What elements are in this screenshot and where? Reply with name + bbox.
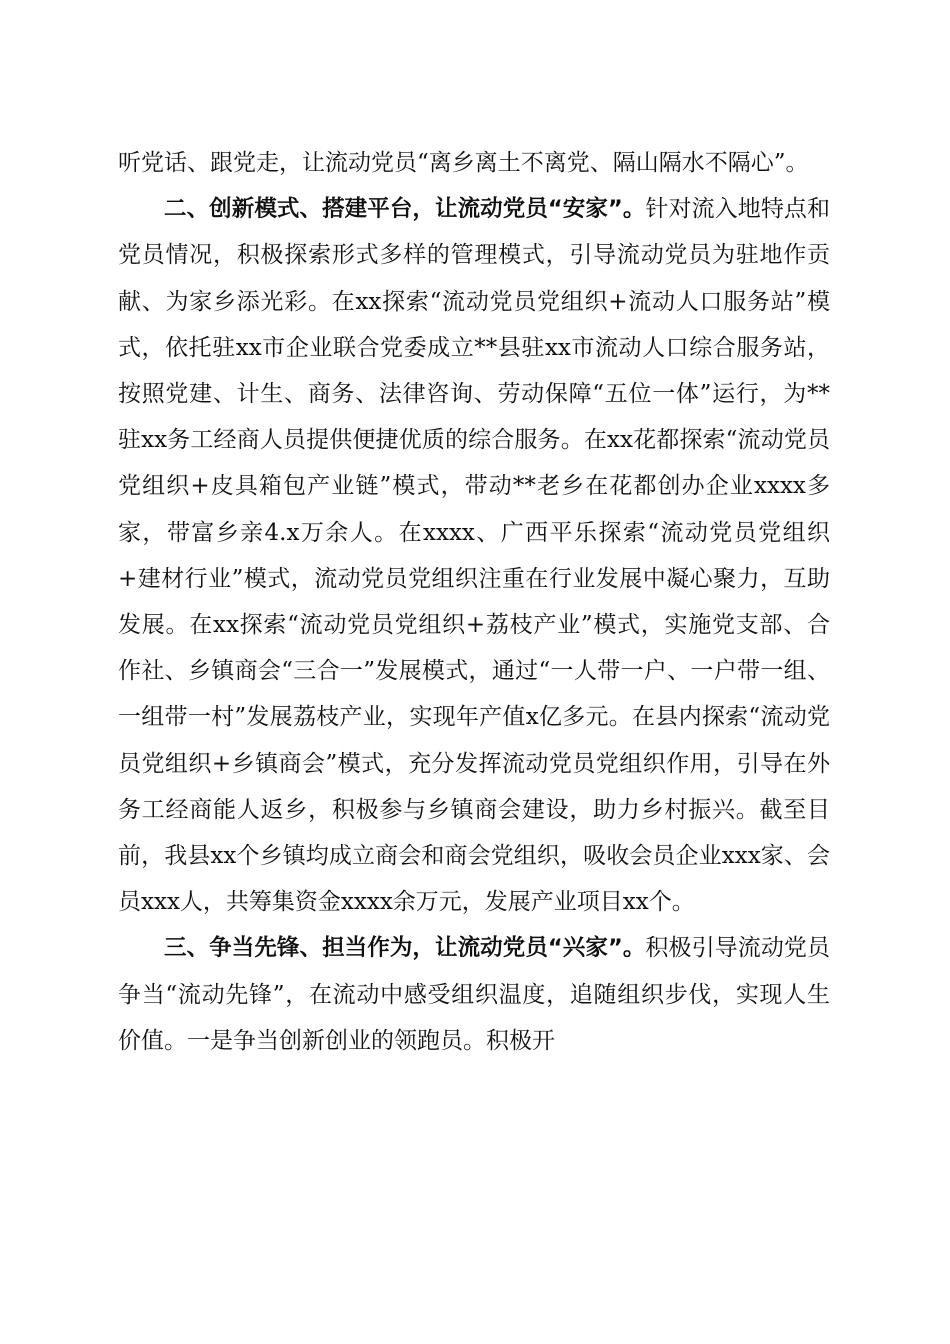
section-heading: 三、争当先锋、担当作为，让流动党员“兴家”。 — [164, 935, 646, 962]
paragraph-body: 针对流入地特点和党员情况，积极探索形式多样的管理模式，引导流动党员为驻地作贡献、为家乡添光彩。在xx探索“流动党员党组织+流动人口服务站”模式，依托驻xx市企业联合党委成立**县驻xx市流动人口综合服务站，按照党建、计生、商务、法律咨询、劳动保障“五位一体”运行，为**驻xx务工经商人员提供便捷优质的综合服务。在xx花都探索“流动党员党组织+皮具箱包产业链”模式，带动**老乡在花都创办企业xxxx多家，带富乡亲4.x万余人。在xxxx、广西平乐探索“流动党员党组织+建材行业”模式，流动党员党组织注重在行业发展中凝心聚力，互助发展。在xx探索“流动党员党组织+荔枝产业”模式，实施党支部、合作社、乡镇商会“三合一”发展模式，通过“一人带一户、一户带一组、一组带一村”发展荔枝产业，实现年产值x亿多元。在县内探索“流动党员党组织+乡镇商会”模式，充分发挥流动党员党组织作用，引导在外务工经商能人返乡，积极参与乡镇商会建设，助力乡村振兴。截至目前，我县xx个乡镇均成立商会和商会党组织，吸收会员企业xxx家、会员xxx人，共筹集资金xxxx余万元，发展产业项目xx个。 — [118, 196, 831, 916]
paragraph-body: 听党话、跟党走，让流动党员“离乡离土不离党、隔山隔水不隔心”。 — [118, 150, 809, 176]
paragraph-body: 积极引导流动党员争当“流动先锋”，在流动中感受组织温度，追随组织步伐，实现人生价值。一是争当创新创业的领跑员。积极开 — [118, 935, 831, 1054]
section-heading: 二、创新模式、搭建平台，让流动党员“安家”。 — [164, 196, 646, 223]
paragraph-continuation — [118, 140, 830, 186]
paragraph-section-two — [118, 186, 830, 925]
paragraph-section-three — [118, 925, 830, 1064]
document-body — [118, 140, 830, 1064]
